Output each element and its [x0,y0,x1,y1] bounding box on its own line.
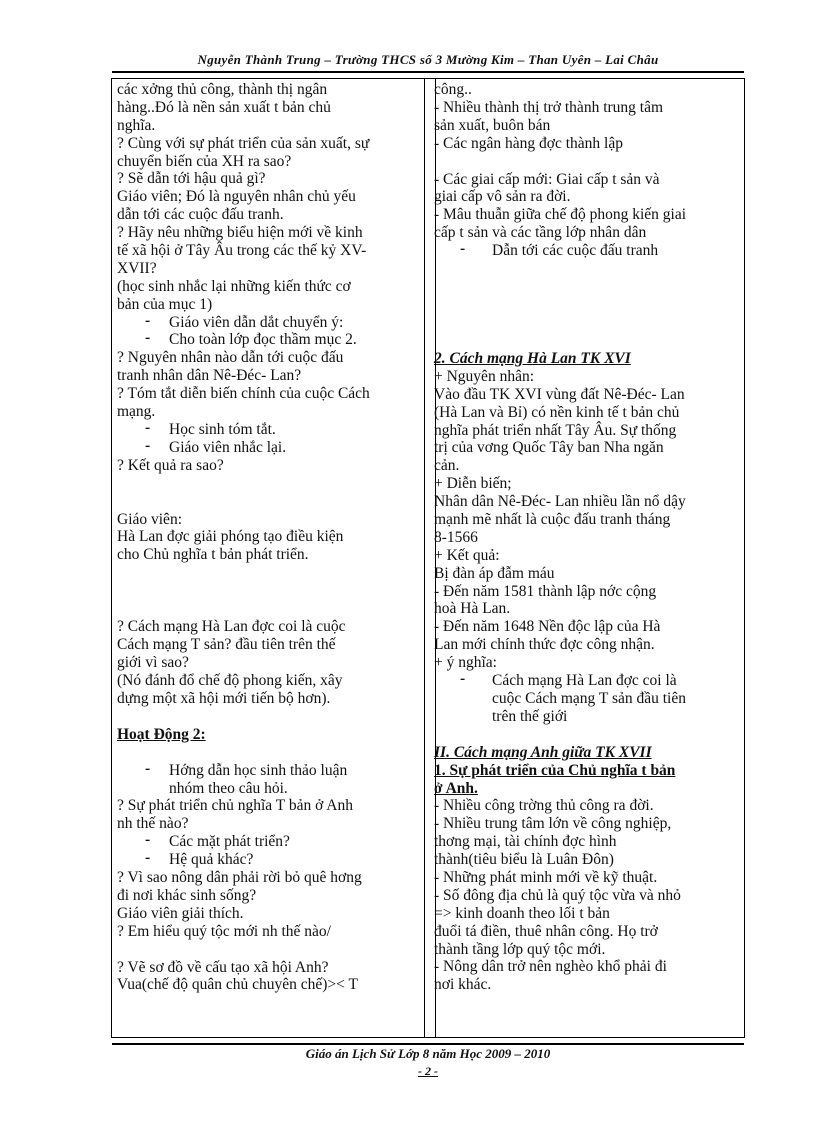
text-line: ? Em hiểu quý tộc mới nh thế nào/ [117,922,331,940]
bullet-item: - Giáo viên dẫn dắt chuyển ý: [117,314,417,332]
text-line: dựng một xã hội mới tiến bộ hơn). [117,689,331,707]
text-line: ? Cùng với sự phát triển của sản xuất, sự [117,134,370,152]
text-line: + ý nghĩa: [434,654,497,672]
text-line: Cách mạng T sản? đầu tiên trên thế [117,636,336,654]
text-line: ? Vì sao nông dân phải rời bỏ quê hơng [117,868,362,886]
text-line: trị của vơng Quốc Tây ban Nha ngăn [434,439,664,457]
text-line: dẫn tới các cuộc đấu tranh. [117,206,284,224]
text-line: - Nhiều trung tâm lớn về công nghiệp, [434,815,672,833]
blank-line [434,726,736,744]
text-line: tế xã hội ở Tây Âu trong các thế kỷ XV- [117,242,367,260]
text-line: Giáo viên: [117,510,182,528]
text-line: ? Kết quả ra sao? [117,456,224,474]
text-line: cản. [434,457,460,475]
blank-line [434,296,736,314]
text-line: hoà Hà Lan. [434,600,511,618]
blank-line [434,332,736,350]
text-line: Vua(chế độ quân chủ chuyên chế)>< T [117,976,358,994]
bullet-item: - Hớng dẫn học sinh thảo luận [117,762,417,780]
text-line: XVII? [117,259,157,277]
bullet-item: - Cách mạng Hà Lan đợc coi là [434,672,736,690]
bullet-item: - Học sinh tóm tắt. [117,421,417,439]
section-heading: 1. Sự phát triển của Chủ nghĩa t bản [434,761,676,779]
text-line: Vào đầu TK XVI vùng đất Nê-Đéc- Lan [434,385,685,403]
text-line: - Đến năm 1648 Nền độc lập của Hà [434,618,661,636]
blank-line [434,153,736,171]
bullet-item: - Cho toàn lớp đọc thầm mục 2. [117,331,417,349]
text-line: nhóm theo câu hỏi. [169,779,288,797]
page-number: - 2 - [418,1064,438,1078]
text-line: - Nhiều thành thị trở thành trung tâm [434,98,664,116]
header-rule [112,71,744,73]
text-line: ? Tóm tắt diễn biến chính của cuộc Cách [117,385,370,403]
section-heading: Hoạt Động 2: [117,725,206,743]
text-line: nghĩa phát triển nhất Tây Âu. Sự thống [434,421,677,439]
text-line: + Diễn biến; [434,475,512,493]
blank-line [117,475,417,493]
text-line: sản xuất, buôn bán [434,116,551,134]
text-line: Lan mới chính thức đợc công nhận. [434,636,655,654]
blank-line [117,493,417,511]
text-line: (Hà Lan và Bỉ) có nền kinh tế t bản chủ [434,403,680,421]
content-table [111,78,745,1038]
text-line: đuổi tá điền, thuê nhân công. Họ trở [434,922,658,940]
text-line: - Mâu thuẫn giữa chế độ phong kiến giai [434,206,687,224]
text-line: + Nguyên nhân: [434,367,535,385]
text-line: + Kết quả: [434,546,500,564]
blank-line [117,564,417,582]
text-line: (học sinh nhắc lại những kiến thức cơ [117,277,351,295]
text-line: thơng mại, tài chính đợc hình [434,833,617,851]
text-line: - Các giai cấp mới: Giai cấp t sản và [434,170,660,188]
text-line: Bị đàn áp đẫm máu [434,564,555,582]
text-line: - Nhiều công trờng thủ công ra đời. [434,797,654,815]
text-line: - Đến năm 1581 thành lập nớc cộng [434,582,657,600]
page-header: Nguyễn Thành Trung – Trường THCS số 3 Mường Kim – Than Uyên – Lai Châu [197,52,659,67]
text-line: cuộc Cách mạng T sản đầu tiên [492,689,686,707]
text-line: - Các ngân hàng đợc thành lập [434,134,623,152]
text-line: giới vì sao? [117,654,189,672]
text-line: hàng..Đó là nền sản xuất t bản chủ [117,98,331,116]
text-line: ? Hãy nêu những biểu hiện mới về kinh [117,224,363,242]
bullet-item: - Dẫn tới các cuộc đấu tranh [434,242,736,260]
text-line: thành tầng lớp quý tộc mới. [434,940,606,958]
text-line: cho Chủ nghĩa t bản phát triển. [117,546,309,564]
text-line: Giáo viên giải thích. [117,904,244,922]
text-line: ? Sẽ dẫn tới hậu quả gì? [117,170,266,188]
text-line: => kinh doanh theo lối t bản [434,904,610,922]
text-line: cấp t sản và các tầng lớp nhân dân [434,224,647,242]
section-heading: 2. Cách mạng Hà Lan TK XVI [434,350,631,368]
text-line: đi nơi khác sinh sống? [117,886,257,904]
text-line: bản của mục 1) [117,295,213,313]
teacher-activity-column [117,81,417,994]
text-line: nghĩa. [117,116,156,134]
text-line: - Nông dân trở nên nghèo khổ phải đi [434,958,667,976]
text-line: (Nó đánh đổ chế độ phong kiến, xây [117,671,343,689]
text-line: 8-1566 [434,528,478,546]
text-line: thành(tiêu biểu là Luân Đôn) [434,851,614,869]
blank-line [117,600,417,618]
text-line: ? Nguyên nhân nào dẫn tới cuộc đấu [117,349,344,367]
lesson-content-column [434,81,736,994]
text-line: ? Vẽ sơ đồ về cấu tạo xã hội Anh? [117,958,329,976]
text-line: Giáo viên; Đó là nguyên nhân chủ yếu [117,188,356,206]
blank-line [117,582,417,600]
bullet-item: - Giáo viên nhắc lại. [117,439,417,457]
text-line: tranh nhân dân Nê-Đéc- Lan? [117,367,302,385]
text-line: nh thế nào? [117,815,189,833]
blank-line [434,278,736,296]
footer-rule [112,1043,744,1045]
text-line: - Những phát minh mới về kỹ thuật. [434,868,658,886]
text-line: - Số đông địa chủ là quý tộc vừa và nhỏ [434,886,681,904]
text-line: nơi khác. [434,976,492,994]
bullet-item: - Hệ quả khác? [117,851,417,869]
text-line: Hà Lan đợc giải phóng tạo điều kiện [117,528,344,546]
page-footer: Giáo án Lịch Sử Lớp 8 năm Học 2009 – 2010 [305,1046,551,1061]
blank-line [117,708,417,726]
text-line: chuyển biến của XH ra sao? [117,152,292,170]
section-heading: ở Anh. [434,779,478,797]
blank-line [117,941,417,959]
blank-line [117,744,417,762]
text-line: mạng. [117,403,156,421]
section-heading: II. Cách mạng Anh giữa TK XVII [434,743,652,761]
text-line: giai cấp vô sản ra đời. [434,188,571,206]
text-line: các xởng thủ công, thành thị ngân [117,81,328,98]
text-line: ? Cách mạng Hà Lan đợc coi là cuộc [117,618,346,636]
text-line: mạnh mẽ nhất là cuộc đấu tranh tháng [434,511,671,529]
text-line: công.. [434,81,472,98]
blank-line [434,314,736,332]
text-line: Nhân dân Nê-Đéc- Lan nhiều lần nổ dậy [434,493,686,511]
blank-line [434,260,736,278]
bullet-item: - Các mặt phát triển? [117,833,417,851]
text-line: ? Sự phát triển chủ nghĩa T bản ở Anh [117,797,354,815]
text-line: trên thế giới [492,707,568,725]
